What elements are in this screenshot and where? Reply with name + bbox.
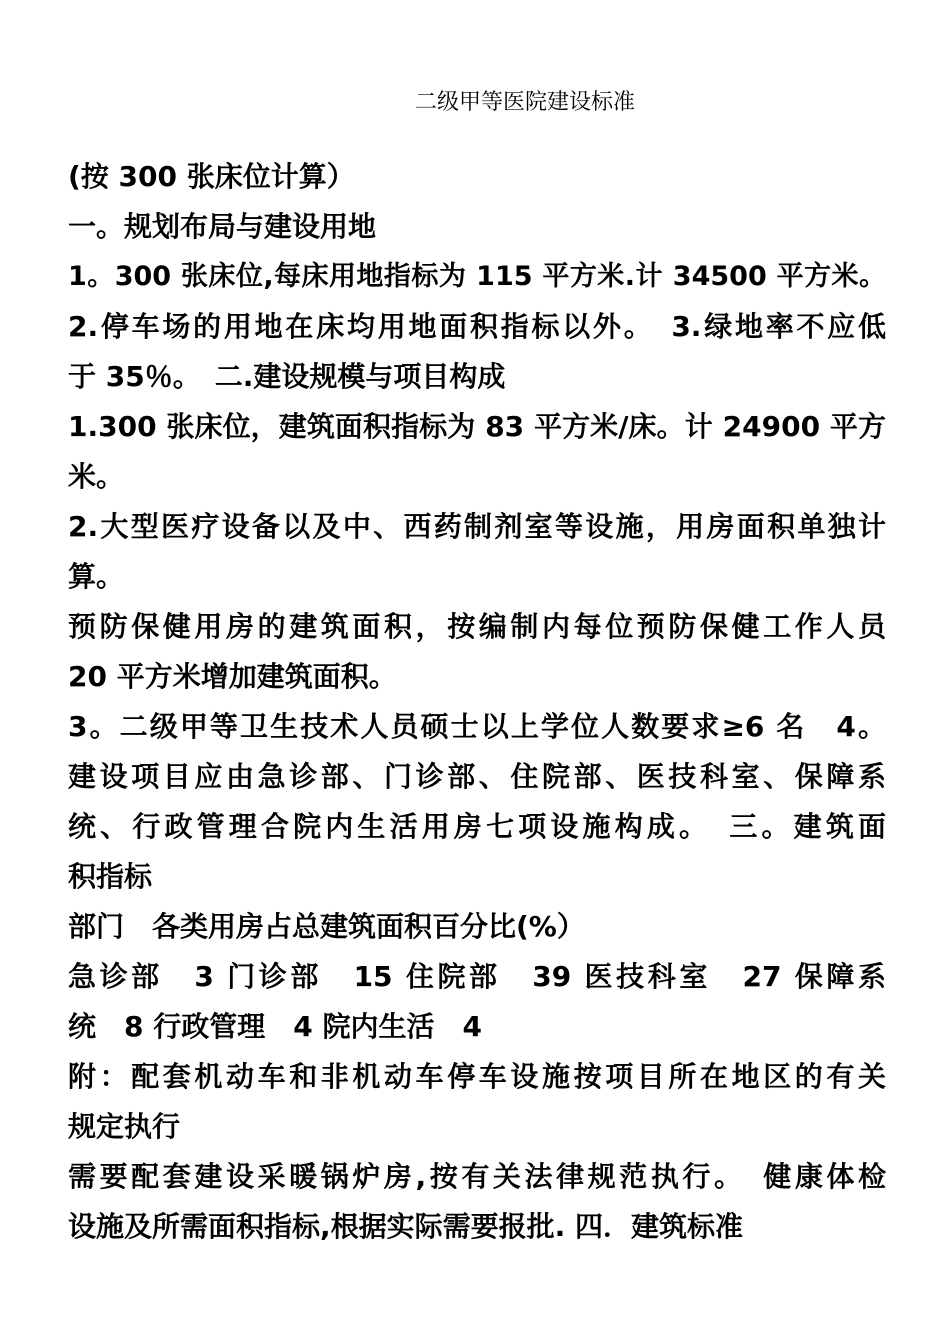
body-line: 2.停车场的用地在床均用地面积指标以外。 3.绿地率不应低 [68,310,886,343]
document-body [68,152,886,1252]
body-line: 预防保健用房的建筑面积，按编制内每位预防保健工作人员 [68,610,886,643]
body-line: 2.大型医疗设备以及中、西药制剂室等设施，用房面积单独计 [68,510,886,543]
body-line: 需要配套建设采暖锅炉房,按有关法律规范执行。 健康体检 [68,1160,886,1193]
body-line: 统 8 行政管理 4 院内生活 4 [68,1010,482,1043]
body-line: 部门 各类用房占总建筑面积百分比(%） [68,910,585,943]
body-line: 设施及所需面积指标,根据实际需要报批. 四．建筑标准 [68,1210,744,1243]
body-line: 附：配套机动车和非机动车停车设施按项目所在地区的有关 [68,1060,886,1093]
body-line: 积指标 [68,860,153,893]
body-line: 1.300 张床位，建筑面积指标为 83 平方米/床。计 24900 平方 [68,410,886,443]
body-line: 规定执行 [68,1110,181,1143]
body-line: (按 300 张床位计算） [68,160,355,193]
body-line: 米。 [68,460,125,493]
body-line: 1。300 张床位,每床用地指标为 115 平方米.计 34500 平方米。 [68,261,886,292]
body-line: 建设项目应由急诊部、门诊部、住院部、医技科室、保障系 [68,760,886,793]
body-line: 统、行政管理合院内生活用房七项设施构成。 三。建筑面 [68,810,886,843]
body-line: 算。 [68,560,125,593]
body-line: 一。规划布局与建设用地 [68,210,377,243]
body-line: 3。二级甲等卫生技术人员硕士以上学位人数要求≥6 名 4。 [68,710,886,743]
body-line: 于 35％。 二.建设规模与项目构成 [68,360,506,393]
body-line: 20 平方米增加建筑面积。 [68,660,397,693]
body-line: 急诊部 3 门诊部 15 住院部 39 医技科室 27 保障系 [68,960,886,993]
document-title: 二级甲等医院建设标准 [414,90,635,115]
